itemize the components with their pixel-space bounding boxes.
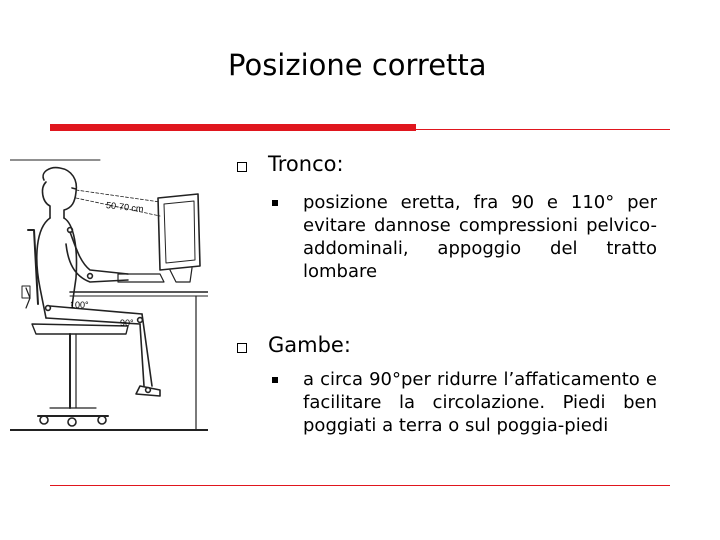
section-bullet-icon — [237, 162, 247, 172]
posture-illustration — [10, 158, 208, 438]
section-heading-gambe: Gambe: — [268, 333, 351, 357]
section-bullet-icon — [237, 343, 247, 353]
knee-angle-label: 90° — [120, 318, 134, 328]
title-divider-thin — [416, 129, 670, 130]
section-text-gambe: a circa 90°per ridurre l’affaticamento e facilitare la circolazione. Piedi ben poggiati a terra o sul poggia-piedi — [303, 369, 657, 436]
hip-angle-label: 100° — [70, 300, 89, 310]
footer-divider — [50, 485, 670, 486]
slide-title: Posizione corretta — [228, 48, 487, 82]
title-divider — [50, 119, 670, 131]
sub-bullet-icon — [272, 200, 278, 206]
sub-bullet-icon — [272, 377, 278, 383]
section-text-tronco: posizione eretta, fra 90 e 110° per evitare dannose compressioni pelvico-addominali, appoggio del tratto lombare — [303, 192, 657, 282]
distance-label: 50-70 cm — [105, 200, 144, 214]
title-divider-thick — [50, 124, 416, 131]
section-heading-tronco: Tronco: — [268, 152, 344, 176]
